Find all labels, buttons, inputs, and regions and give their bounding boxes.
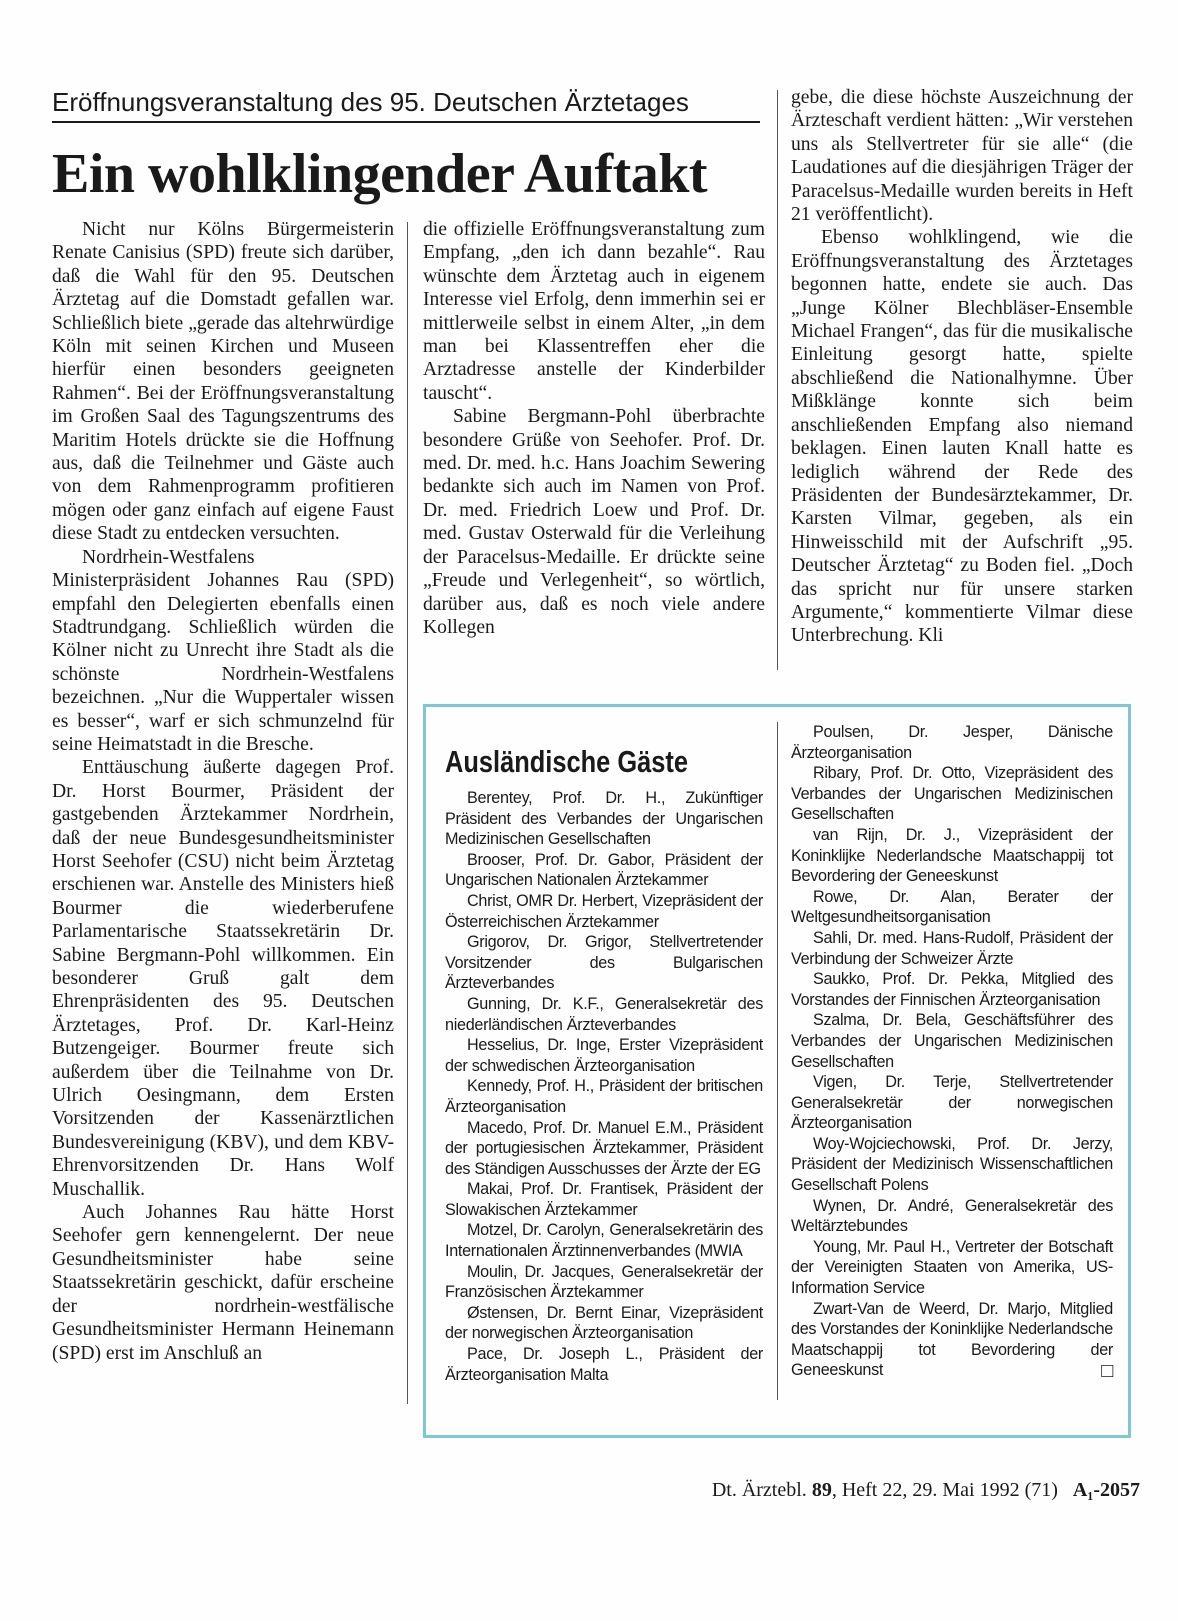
guest-entry: Brooser, Prof. Dr. Gabor, Präsident der Ungarischen Nationalen Ärztekammer xyxy=(445,850,763,890)
guest-entry: Ribary, Prof. Dr. Otto, Vizepräsident des Verbandes der Ungarischen Medizinischen Gesellschaften xyxy=(791,764,1113,824)
article-column-1 xyxy=(52,218,394,1365)
guest-entry: Grigorov, Dr. Grigor, Stellvertretender Vorsitzender des Bulgarischen Ärzteverbandes xyxy=(445,933,763,993)
guest-entry: Vigen, Dr. Terje, Stellvertretender Generalsekretär der norwegischen Ärzteorganisation xyxy=(791,1073,1113,1133)
page-number: A₁-2057 xyxy=(1072,1479,1140,1501)
box-column-divider xyxy=(777,722,778,1400)
guest-entry: Rowe, Dr. Alan, Berater der Weltgesundheitsorganisation xyxy=(791,887,1113,927)
article-headline: Ein wohlklingender Auftakt xyxy=(52,143,708,205)
guest-entry: Pace, Dr. Joseph L., Präsident der Ärzteorganisation Malta xyxy=(445,1345,763,1384)
paragraph: gebe, die diese höchste Auszeichnung der Ärzteschaft verdient hätten: „Wir verstehen uns als Stellvertreter für sie alle“ (die Laudationes auf die diesjährigen Träger der Paracelsus-Medaille wurden bereits in Heft 21 veröffentlicht). xyxy=(791,87,1133,226)
guest-entry: Østensen, Dr. Bernt Einar, Vizepräsident der norwegischen Ärzteorganisation xyxy=(445,1303,763,1343)
guest-entry: Saukko, Prof. Dr. Pekka, Mitglied des Vorstandes der Finnischen Ärzteorganisation xyxy=(791,970,1113,1009)
paragraph: die offizielle Eröffnungsveranstaltung zum Empfang, „den ich dann bezahle“. Rau wünschte dem Ärztetag auch in eigenem Interesse viel Erfolg, denn immerhin sei er mittlerweile selbst in einem Alter, „in dem man bei Klassentreffen eher die Arztadresse anstelle der Kinderbilder tauscht“. xyxy=(423,219,765,404)
column-divider xyxy=(407,222,408,1404)
guests-box-title: Ausländische Gäste xyxy=(445,744,689,779)
journal-name: Dt. Ärztebl. xyxy=(711,1479,807,1501)
paragraph: Ebenso wohlklingend, wie die Eröffnungsveranstaltung des Ärztetages begonnen hatte, endete sie auch. Das „Junge Kölner Blechbläser-Ensemble Michael Frangen“, das für die musikalische Einleitung gesorgt hatte, spielte abschließend die Nationalhymne. Über Mißklänge konnte sich beim anschließenden Empfang also niemand beklagen. Einen lauten Knall hatte es lediglich während der Rede des Präsidenten der Bundesärztekammer, Dr. Karsten Vilmar, gegeben, als ein Hinweisschild mit der Aufschrift „95. Deutscher Ärztetag“ zu Boden fiel. „Doch das spricht nur für unsere starken Argumente,“ kommentierte Vilmar diese Unterbrechung. Kli xyxy=(791,227,1133,647)
column-divider xyxy=(777,90,778,670)
guest-entry: Szalma, Dr. Bela, Geschäftsführer des Verbandes der Ungarischen Medizinischen Gesellschaften xyxy=(791,1011,1113,1071)
paragraph: Nicht nur Kölns Bürgermeisterin Renate Canisius (SPD) freute sich darüber, daß die Wahl für den 95. Deutschen Ärztetag auf die Domstadt gefallen war. Schließlich biete „gerade das altehrwürdige Köln mit seinen Kirchen und Museen hierfür einen besonders geeigneten Rahmen“. Bei der Eröffnungsveranstaltung im Großen Saal des Tagungszentrums des Maritim Hotels drückte sie die Hoffnung aus, daß die Teilnehmer und Gäste auch von dem Rahmenprogramm profitieren mögen oder ganz einfach auf eigene Faust diese Stadt zu entdecken versuchten. xyxy=(52,219,394,545)
end-mark-icon: □ xyxy=(1101,1360,1113,1382)
article-column-2 xyxy=(423,218,765,639)
guest-entry: Moulin, Dr. Jacques, Generalsekretär der Französischen Ärztekammer xyxy=(445,1262,763,1302)
guests-column-1 xyxy=(445,788,763,1385)
guest-entry: Macedo, Prof. Dr. Manuel E.M., Präsident der portugiesischen Ärztekammer, Präsident des Ständigen Ausschusses der Ärzte der EG xyxy=(445,1118,763,1178)
guest-entry: Berentey, Prof. Dr. H., Zukünftiger Präsident des Verbandes der Ungarischen Medizinischen Gesellschaften xyxy=(445,789,763,849)
article-column-3 xyxy=(791,86,1133,648)
guest-entry: Hesselius, Dr. Inge, Erster Vizepräsident der schwedischen Ärzteorganisation xyxy=(445,1036,763,1075)
guest-entry: Christ, OMR Dr. Herbert, Vizepräsident der Österreichischen Ärztekammer xyxy=(445,891,763,931)
guest-entry: Woy-Wojciechowski, Prof. Dr. Jerzy, Präsident der Medizinisch Wissenschaftlichen Gesellschaft Polens xyxy=(791,1134,1113,1195)
paragraph: Sabine Bergmann-Pohl überbrachte besondere Grüße von Seehofer. Prof. Dr. med. Dr. med. h.c. Hans Joachim Sewering bedankte sich auch im Namen von Prof. Dr. med. Friedrich Loew und Prof. Dr. med. Gustav Osterwald für die Verleihung der Paracelsus-Medaille. Er drückte seine „Freude und Verlegenheit“, so wörtlich, darüber aus, daß es noch viele andere Kollegen xyxy=(423,406,765,638)
paragraph: Auch Johannes Rau hätte Horst Seehofer gern kennengelernt. Der neue Gesundheitsminister habe seine Staatssekretärin geschickt, dafür erscheine der nordrhein-westfälische Gesundheitsminister Hermann Heinemann (SPD) erst im Anschluß an xyxy=(52,1202,394,1364)
paragraph: Nordrhein-Westfalens Ministerpräsident Johannes Rau (SPD) empfahl den Delegierten ebenfalls einen Stadtrundgang. Schließlich würden die Kölner nicht zu Unrecht ihre Stadt als die schönste Nordrhein-Westfalens bezeichnen. „Nur die Wuppertaler wissen es besser“, warf er sich schmunzelnd für seine Heimatstadt in die Bresche. xyxy=(52,546,394,755)
guest-entry: van Rijn, Dr. J., Vizepräsident der Koninklijke Nederlandsche Maatschappij tot Bevordering der Geneeskunst xyxy=(791,825,1113,886)
guest-entry: Gunning, Dr. K.F., Generalsekretär des niederländischen Ärzteverbandes xyxy=(445,994,763,1034)
guest-entry: Kennedy, Prof. H., Präsident der britischen Ärzteorganisation xyxy=(445,1077,763,1116)
guest-entry: Young, Mr. Paul H., Vertreter der Botschaft der Vereinigten Staaten von Amerika, US-Information Service xyxy=(791,1237,1113,1298)
guest-entry: Poulsen, Dr. Jesper, Dänische Ärzteorganisation xyxy=(791,723,1113,762)
paragraph: Enttäuschung äußerte dagegen Prof. Dr. Horst Bourmer, Präsident der gastgebenden Ärztekammer Nordrhein, daß der neue Bundesgesundheitsminister Horst Seehofer (CSU) nicht beim Ärztetag erschienen war. Anstelle des Ministers hieß Bourmer die wiederberufene Parlamentarische Staatssekretärin Dr. Sabine Bergmann-Pohl willkommen. Ein besonderer Gruß galt dem Ehrenpräsidenten des 95. Deutschen Ärztetages, Prof. Dr. Karl-Heinz Butzengeiger. Bourmer freute sich außerdem über die Teilnahme von Dr. Ulrich Oesingmann, dem Ersten Vorsitzenden der Kassenärztlichen Bundesvereinigung (KBV), und dem KBV-Ehrenvorsitzenden Dr. Hans Wolf Muschallik. xyxy=(52,757,394,1200)
kicker-rule xyxy=(52,121,760,123)
journal-volume: 89 xyxy=(811,1479,832,1501)
guests-column-2 xyxy=(791,722,1113,1383)
guest-entry: Sahli, Dr. med. Hans-Rudolf, Präsident der Verbindung der Schweizer Ärzte xyxy=(791,928,1113,968)
guest-entry: Wynen, Dr. André, Generalsekretär des Weltärztebundes xyxy=(791,1196,1113,1236)
page-footer xyxy=(660,1478,1140,1502)
guest-entry: Motzel, Dr. Carolyn, Generalsekretärin des Internationalen Ärztinnenverbandes (MWIA xyxy=(445,1221,763,1261)
article-kicker: Eröffnungsveranstaltung des 95. Deutschen Ärztetages xyxy=(52,87,689,117)
journal-issue: , Heft 22, 29. Mai 1992 (71) xyxy=(831,1479,1058,1501)
guest-entry-text: Zwart-Van de Weerd, Dr. Marjo, Mitglied des Vorstandes der Koninklijke Nederlandsche Maatschappij tot Bevordering der Geneeskunst xyxy=(791,1299,1113,1380)
guest-entry: Makai, Prof. Dr. Frantisek, Präsident der Slowakischen Ärztekammer xyxy=(445,1180,763,1219)
